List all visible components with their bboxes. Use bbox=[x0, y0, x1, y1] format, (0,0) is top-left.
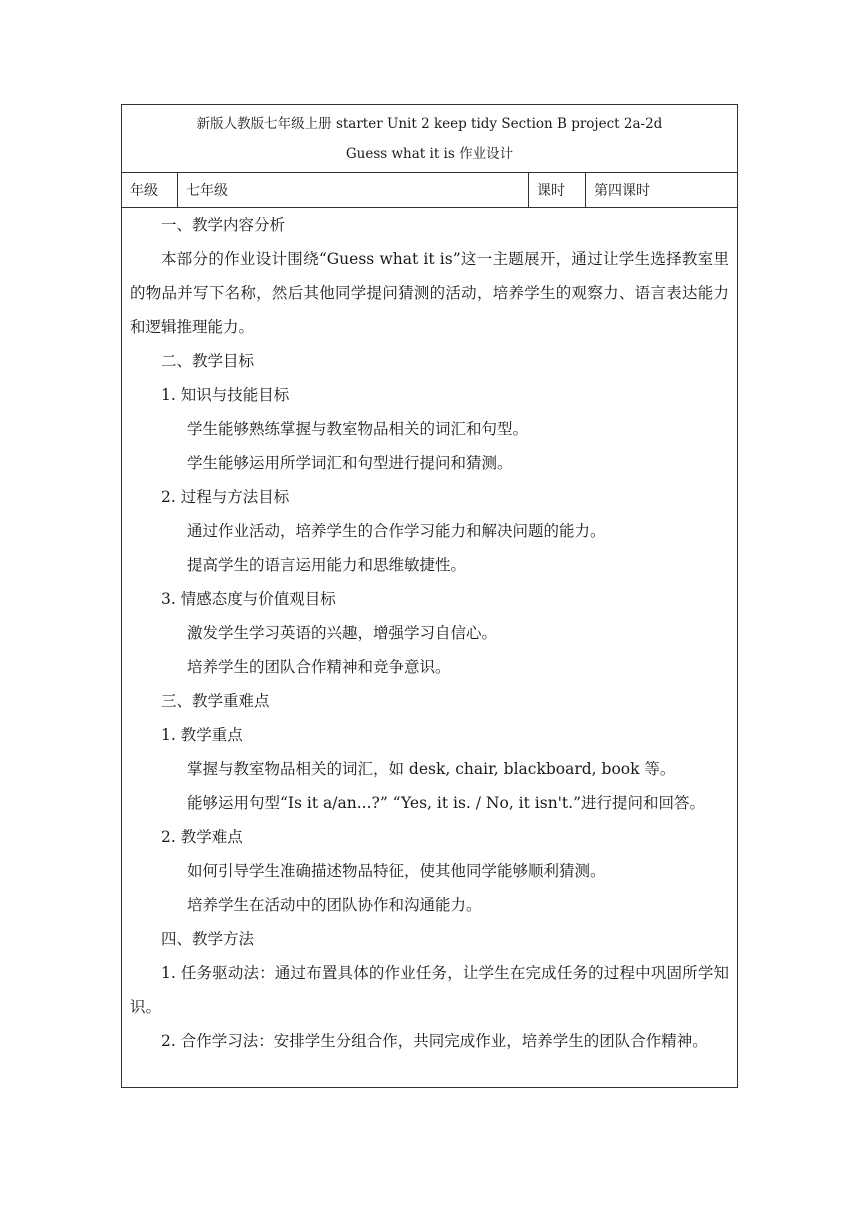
method-item-1: 1. 任务驱动法：通过布置具体的作业任务，让学生在完成任务的过程中巩固所学知识。 bbox=[130, 964, 729, 1016]
objective-knowledge-item-2: 学生能够运用所学词汇和句型进行提问和猜测。 bbox=[187, 454, 513, 472]
period-value: 第四课时 bbox=[594, 183, 650, 199]
objective-knowledge-heading: 1. 知识与技能目标 bbox=[161, 386, 290, 404]
key-points-heading: 1. 教学重点 bbox=[161, 726, 243, 744]
title-row bbox=[122, 105, 737, 173]
period-label: 课时 bbox=[529, 173, 586, 207]
difficulty-item-2: 培养学生在活动中的团队协作和沟通能力。 bbox=[187, 896, 482, 914]
section-heading-methods: 四、教学方法 bbox=[161, 930, 255, 948]
method-item-2: 2. 合作学习法：安排学生分组合作，共同完成作业，培养学生的团队合作精神。 bbox=[161, 1032, 708, 1050]
grade-label: 年级 bbox=[122, 173, 178, 207]
section-heading-content-analysis: 一、教学内容分析 bbox=[161, 216, 286, 234]
key-point-item-1: 掌握与教室物品相关的词汇，如 desk, chair, blackboard, book 等。 bbox=[187, 760, 676, 778]
document-title-line-1: 新版人教版七年级上册 starter Unit 2 keep tidy Section B project 2a-2d bbox=[196, 116, 663, 132]
objective-knowledge-item-1: 学生能够熟练掌握与教室物品相关的词汇和句型。 bbox=[187, 420, 529, 438]
objective-attitude-item-1: 激发学生学习英语的兴趣，增强学习自信心。 bbox=[187, 624, 498, 642]
difficulty-item-1: 如何引导学生准确描述物品特征，使其他同学能够顺利猜测。 bbox=[187, 862, 606, 880]
objective-attitude-item-2: 培养学生的团队合作精神和竞争意识。 bbox=[187, 658, 451, 676]
info-row bbox=[122, 173, 737, 208]
objective-process-item-2: 提高学生的语言运用能力和思维敏捷性。 bbox=[187, 556, 467, 574]
document-title-line-2: Guess what it is 作业设计 bbox=[345, 146, 514, 162]
objective-process-item-1: 通过作业活动，培养学生的合作学习能力和解决问题的能力。 bbox=[187, 522, 606, 540]
lesson-plan-table bbox=[121, 104, 738, 1088]
objective-attitude-heading: 3. 情感态度与价值观目标 bbox=[161, 590, 336, 608]
section-heading-key-points: 三、教学重难点 bbox=[161, 692, 270, 710]
content-cell bbox=[122, 208, 737, 1058]
key-point-item-2: 能够运用句型“Is it a/an...?” “Yes, it is. / No, it isn't.”进行提问和回答。 bbox=[187, 794, 706, 812]
section-heading-objectives: 二、教学目标 bbox=[161, 352, 255, 370]
difficulties-heading: 2. 教学难点 bbox=[161, 828, 243, 846]
objective-process-heading: 2. 过程与方法目标 bbox=[161, 488, 290, 506]
grade-value: 七年级 bbox=[178, 173, 529, 207]
content-analysis-paragraph: 本部分的作业设计围绕“Guess what it is”这一主题展开，通过让学生选择教室里的物品并写下名称，然后其他同学提问猜测的活动，培养学生的观察力、语言表达能力和逻辑推理能力。 bbox=[130, 250, 729, 336]
